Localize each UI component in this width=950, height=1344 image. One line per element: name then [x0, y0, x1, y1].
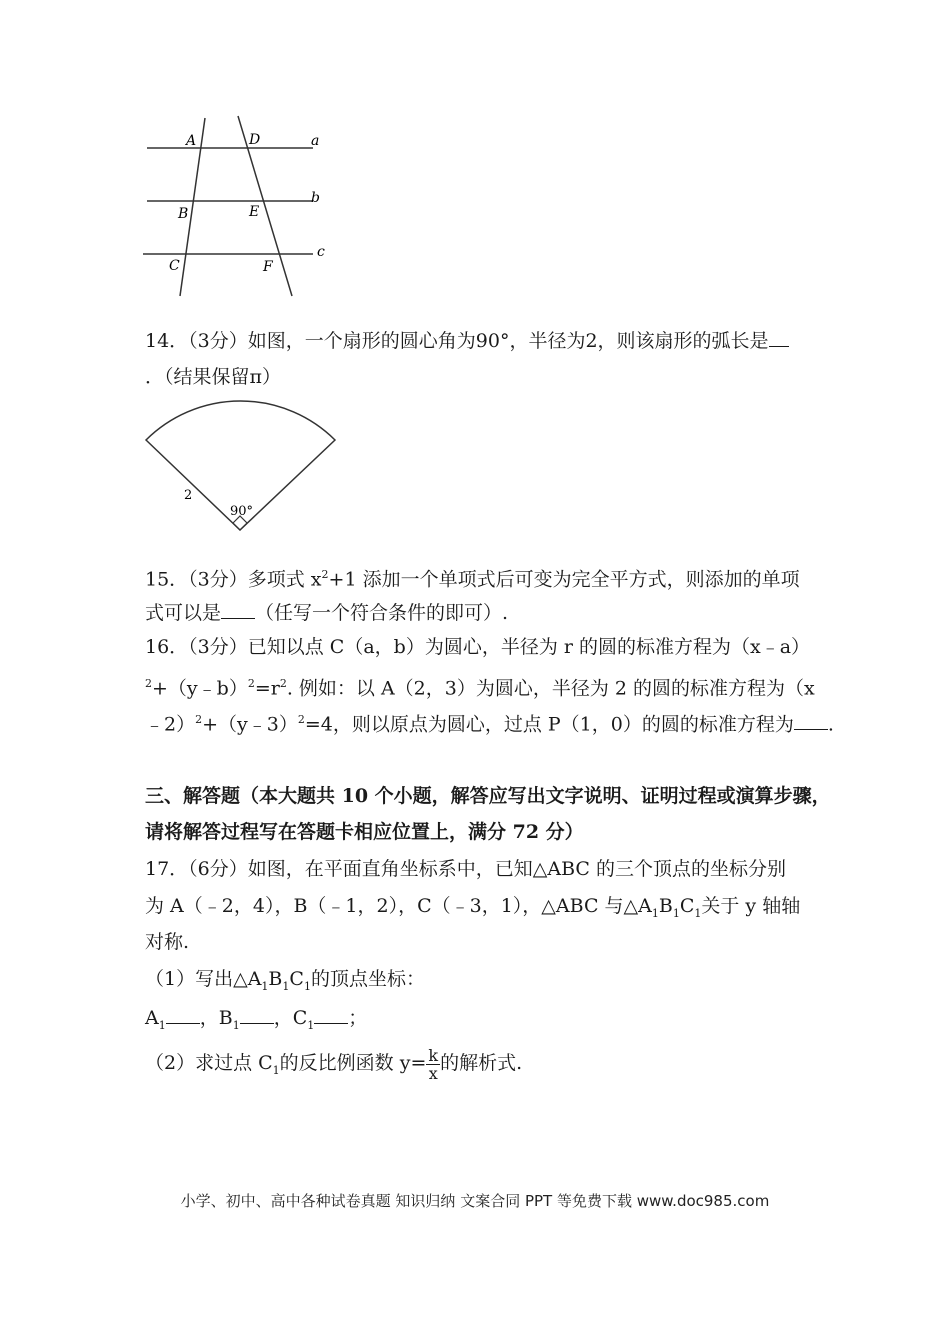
- q17-part1-d: 的顶点坐标：: [310, 968, 425, 990]
- q17-part1-sub1: 1: [261, 979, 269, 993]
- q17-line2: [145, 894, 800, 926]
- q17-part1-b: B: [268, 968, 283, 990]
- q16-sup3: 2: [279, 677, 287, 690]
- q17-text-c: C: [679, 895, 695, 917]
- label-E: E: [249, 204, 260, 220]
- label-F: F: [263, 259, 273, 275]
- ans-C-blank[interactable]: [314, 1005, 348, 1024]
- q17-part1-c: C: [289, 968, 304, 990]
- radius-label: 2: [184, 488, 193, 503]
- q16-sup2: 2: [247, 677, 255, 690]
- q17-part1-sub3: 1: [303, 979, 311, 993]
- q17-text-a: 为 A（﹣2，4），B（﹣1，2），C（﹣3，1），△ABC 与△A: [145, 895, 652, 917]
- fraction-numerator: k: [428, 1045, 439, 1065]
- parallel-lines-figure: [135, 110, 335, 305]
- q16-text-d: ﹣2）: [145, 713, 196, 736]
- q16-answer-blank[interactable]: [794, 711, 828, 730]
- q16-text-c: . 例如：以 A（2，3）为圆心，半径为 2 的圆的标准方程为（x: [286, 677, 815, 700]
- q16-text-a: +（y﹣b）: [152, 677, 248, 700]
- ans-B-sub: 1: [232, 1018, 240, 1032]
- ans-B-label: B: [218, 1007, 233, 1029]
- q16-line3: [145, 708, 834, 736]
- q14-line2: ．（结果保留π）: [145, 366, 281, 388]
- label-A: A: [186, 133, 197, 149]
- section3-heading-line2: 请将解答过程写在答题卡相应位置上，满分 72 分）: [145, 821, 584, 843]
- label-b: b: [311, 190, 320, 206]
- q15-sup: 2: [321, 568, 329, 581]
- q17-sub1: 1: [651, 906, 659, 920]
- q15-answer-blank[interactable]: [221, 600, 255, 619]
- q15-text-a: 15．（3分）多项式 x: [145, 568, 322, 591]
- q17-sub3: 1: [694, 906, 702, 920]
- q17-part2-a: （2）求过点 C: [145, 1052, 273, 1074]
- sector-figure: [140, 395, 345, 535]
- q17-sub2: 1: [672, 906, 680, 920]
- label-c: c: [317, 244, 325, 260]
- q14-text: 14．（3分）如图，一个扇形的圆心角为90°，半径为2，则该扇形的弧长是: [145, 330, 769, 352]
- q17-part1-a: （1）写出△A: [145, 968, 262, 990]
- q17-part2-sub: 1: [272, 1063, 280, 1077]
- q15-text-b: +1 添加一个单项式后可变为完全平方式，则添加的单项: [328, 568, 800, 591]
- q17-part2-c: 的解析式.: [440, 1052, 523, 1074]
- q16-sup4: 2: [195, 713, 203, 726]
- page-footer: 小学、初中、高中各种试卷真题 知识归纳 文案合同 PPT 等免费下载 www.doc985.com: [180, 1192, 770, 1210]
- q16-line1: 16．（3分）已知以点 C（a，b）为圆心，半径为 r 的圆的标准方程为（x﹣a）: [145, 636, 811, 658]
- q16-sup5: 2: [297, 713, 305, 726]
- angle-label: 90°: [230, 504, 254, 519]
- q15-text-d: （任写一个符合条件的即可）.: [255, 602, 509, 624]
- q17-part1-sub2: 1: [282, 979, 290, 993]
- ans-C-sub: 1: [307, 1018, 315, 1032]
- q17-line1: 17．（6分）如图，在平面直角坐标系中，已知△ABC 的三个顶点的坐标分别: [145, 858, 786, 880]
- q15-line2: [145, 600, 508, 625]
- q16-text-b: =r: [254, 677, 280, 700]
- q17-answers: [145, 1005, 367, 1038]
- ans-C-label: C: [292, 1007, 308, 1029]
- q16-text-f: =4，则以原点为圆心，过点 P（1，0）的圆的标准方程为: [304, 713, 794, 736]
- label-D: D: [249, 132, 261, 148]
- q17-line3: 对称.: [145, 931, 190, 953]
- q16-text-e: +（y﹣3）: [202, 713, 298, 736]
- q14-line1: [145, 328, 789, 353]
- ans-sep1: ，: [199, 1007, 219, 1029]
- ans-sep2: ，: [273, 1007, 293, 1029]
- label-C: C: [169, 258, 180, 274]
- q17-part2: [145, 1043, 522, 1091]
- label-a: a: [311, 133, 320, 149]
- q16-text-end: .: [827, 713, 834, 736]
- q16-sup1: 2: [145, 677, 152, 690]
- q14-answer-blank[interactable]: [769, 328, 789, 347]
- q17-part2-b: 的反比例函数 y=: [279, 1052, 427, 1074]
- fraction-k-over-x: [426, 1047, 440, 1082]
- q17-text-b: B: [658, 895, 673, 917]
- ans-A-sub: 1: [158, 1018, 166, 1032]
- label-B: B: [178, 206, 189, 222]
- ans-B-blank[interactable]: [240, 1005, 274, 1024]
- ans-A-blank[interactable]: [166, 1005, 200, 1024]
- q16-line2: [145, 672, 815, 700]
- fraction-denominator: x: [428, 1063, 438, 1083]
- ans-A-label: A: [145, 1007, 159, 1029]
- q15-line1: [145, 563, 800, 591]
- q17-part1: [145, 967, 425, 999]
- q15-text-c: 式可以是: [145, 602, 222, 624]
- ans-end: ；: [348, 1007, 368, 1029]
- q17-text-d: 关于 y 轴轴: [701, 895, 801, 917]
- section3-heading-line1: 三、解答题（本大题共 10 个小题，解答应写出文字说明、证明过程或演算步骤，: [145, 785, 831, 807]
